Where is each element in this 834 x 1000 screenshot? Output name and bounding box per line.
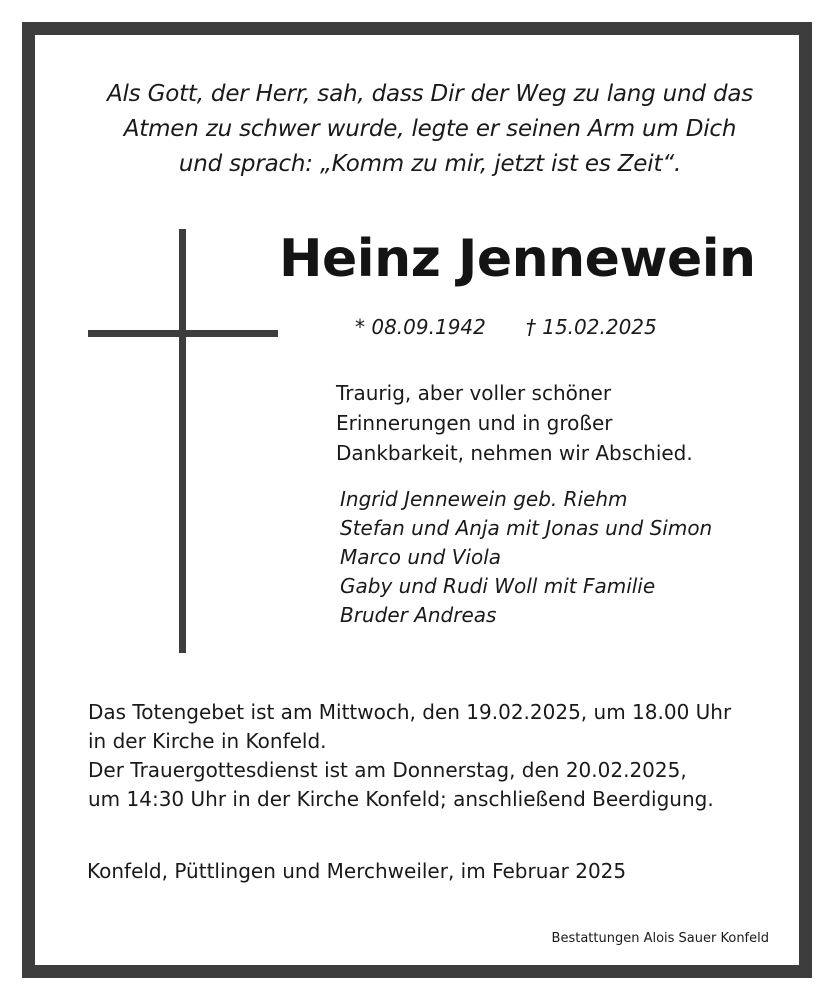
memorial-verse bbox=[35, 77, 825, 182]
service-line: in der Kirche in Konfeld. bbox=[88, 729, 327, 753]
cross-horizontal-bar bbox=[88, 330, 278, 337]
undertaker-credit: Bestattungen Alois Sauer Konfeld bbox=[551, 931, 769, 946]
mourner: Stefan und Anja mit Jonas und Simon bbox=[340, 516, 713, 540]
verse-line: Als Gott, der Herr, sah, dass Dir der Weg zu lang und das bbox=[106, 81, 754, 107]
death-date: † 15.02.2025 bbox=[525, 315, 657, 339]
service-info bbox=[88, 698, 731, 814]
service-line: Das Totengebet ist am Mittwoch, den 19.02.2025, um 18.00 Uhr bbox=[88, 700, 732, 724]
farewell-text bbox=[336, 378, 693, 468]
farewell-line: Dankbarkeit, nehmen wir Abschied. bbox=[336, 441, 693, 465]
mourner: Bruder Andreas bbox=[340, 603, 497, 627]
cross-vertical-bar bbox=[179, 229, 186, 653]
mourner: Marco und Viola bbox=[340, 545, 502, 569]
service-line: um 14:30 Uhr in der Kirche Konfeld; anschließend Beerdigung. bbox=[88, 787, 714, 811]
life-dates bbox=[355, 313, 657, 341]
birth-date: * 08.09.1942 bbox=[355, 315, 486, 339]
farewell-line: Erinnerungen und in großer bbox=[336, 411, 613, 435]
mourner: Gaby und Rudi Woll mit Familie bbox=[340, 574, 656, 598]
places-and-date: Konfeld, Püttlingen und Merchweiler, im Februar 2025 bbox=[87, 859, 627, 883]
verse-line: Atmen zu schwer wurde, legte er seinen Arm um Dich bbox=[123, 116, 737, 142]
service-line: Der Trauergottesdienst ist am Donnerstag, den 20.02.2025, bbox=[88, 758, 687, 782]
verse-line: und sprach: „Komm zu mir, jetzt ist es Zeit“. bbox=[178, 151, 682, 177]
mourners-list bbox=[340, 485, 712, 630]
farewell-line: Traurig, aber voller schöner bbox=[336, 381, 612, 405]
obituary-frame bbox=[22, 22, 812, 978]
mourner: Ingrid Jennewein geb. Riehm bbox=[340, 487, 628, 511]
deceased-name: Heinz Jennewein bbox=[279, 229, 756, 289]
